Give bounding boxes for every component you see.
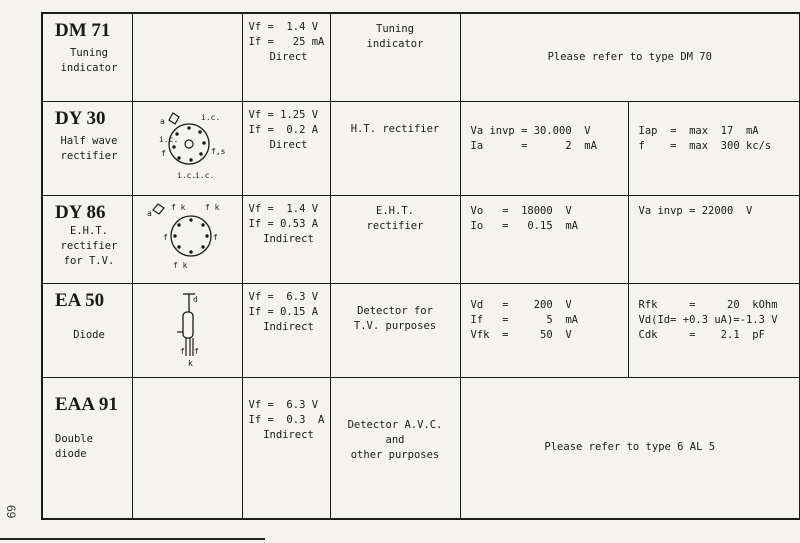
bottom-rule [0,538,265,540]
pin-label: i.c. [158,134,178,144]
tube-type: EA 50 [55,289,105,311]
filament-cell: Vf = 6.3 V If = 0.3 A Indirect [242,377,330,519]
heating-mode: Indirect [263,428,314,441]
heating-mode: Direct [269,51,308,63]
pin-label: f k [170,202,185,212]
tube-description: E.H.T. rectifier for T.V. [60,224,118,267]
application-cell: Detector for T.V. purposes [330,283,460,377]
pin-label: f k [204,202,219,212]
ratings-cell: Vo = 18000 V Io = 0.15 mA [460,195,628,283]
tube-data-table [41,12,800,520]
basing-cell [132,195,242,283]
pin-diagram-dy86-icon [133,196,241,280]
filament-cell: Vf = 1.4 V If = 25 mA Direct [242,13,330,101]
pin-label: i.c. [176,170,196,180]
type-cell [42,195,132,283]
application-cell: H.T. rectifier [330,101,460,195]
type-cell [42,283,132,377]
heating-mode: Indirect [263,232,314,245]
type-cell [42,13,132,101]
ratings-cell: Vd = 200 V If = 5 mA Vfk = 50 V [460,283,628,377]
pin-label: f k [172,260,187,270]
tube-description: Half wave rectifier [60,134,118,162]
basing-cell [132,101,242,195]
application-cell: E.H.T. rectifier [330,195,460,283]
pin-label: k [187,358,193,368]
pin-label: f [160,148,166,158]
basing-cell [132,13,242,101]
pin-label: d [192,294,198,304]
tube-type: DY 30 [55,107,106,129]
filament-cell: Vf = 1.25 V If = 0.2 A Direct [242,101,330,195]
table-row [42,377,800,519]
heating-mode: Indirect [263,320,314,333]
pin-diagram-dy30-icon [133,102,241,190]
ratings-cell: Rfk = 20 kOhm Vd(Id= +0.3 uA)=-1.3 V Cdk = 2.1 pF [628,283,800,377]
table-row [42,13,800,101]
pin-label: f [179,346,185,356]
tube-type: DM 71 [55,20,111,41]
type-cell [42,101,132,195]
pin-diagram-ea50-icon [133,284,241,376]
pin-label: a [159,116,165,126]
ratings-cell: Iap = max 17 mA f = max 300 kc/s [628,101,800,195]
table-row [42,195,800,283]
tube-description: Double diode [55,432,93,460]
pin-label: f [212,232,218,242]
tube-type: EAA 91 [55,393,118,415]
page-number: 69 [4,505,18,519]
application-cell: Tuning indicator [330,13,460,101]
basing-cell [132,283,242,377]
heating-mode: Direct [269,138,308,151]
table-row [42,101,800,195]
type-cell [42,377,132,519]
tube-description: Diode [73,328,105,341]
refer-cell: Please refer to type DM 70 [460,13,800,101]
pin-label: i.c. [200,112,220,122]
pin-label: i.c. [194,170,214,180]
ratings-cell: Va invp = 30.000 V Ia = 2 mA [460,101,628,195]
basing-cell [132,377,242,519]
table-row [42,283,800,377]
pin-label: f,s [210,146,225,156]
filament-cell: Vf = 6.3 V If = 0.15 A Indirect [242,283,330,377]
tube-type: DY 86 [55,201,106,223]
tube-description: Tuning indicator [60,47,118,74]
pin-label: f [193,346,199,356]
application-cell: Detector A.V.C. and other purposes [330,377,460,519]
filament-cell: Vf = 1.4 V If = 0.53 A Indirect [242,195,330,283]
pin-label: a [146,208,152,218]
ratings-cell: Va invp = 22000 V [628,195,800,283]
pin-label: f [162,232,168,242]
refer-cell: Please refer to type 6 AL 5 [460,377,800,519]
